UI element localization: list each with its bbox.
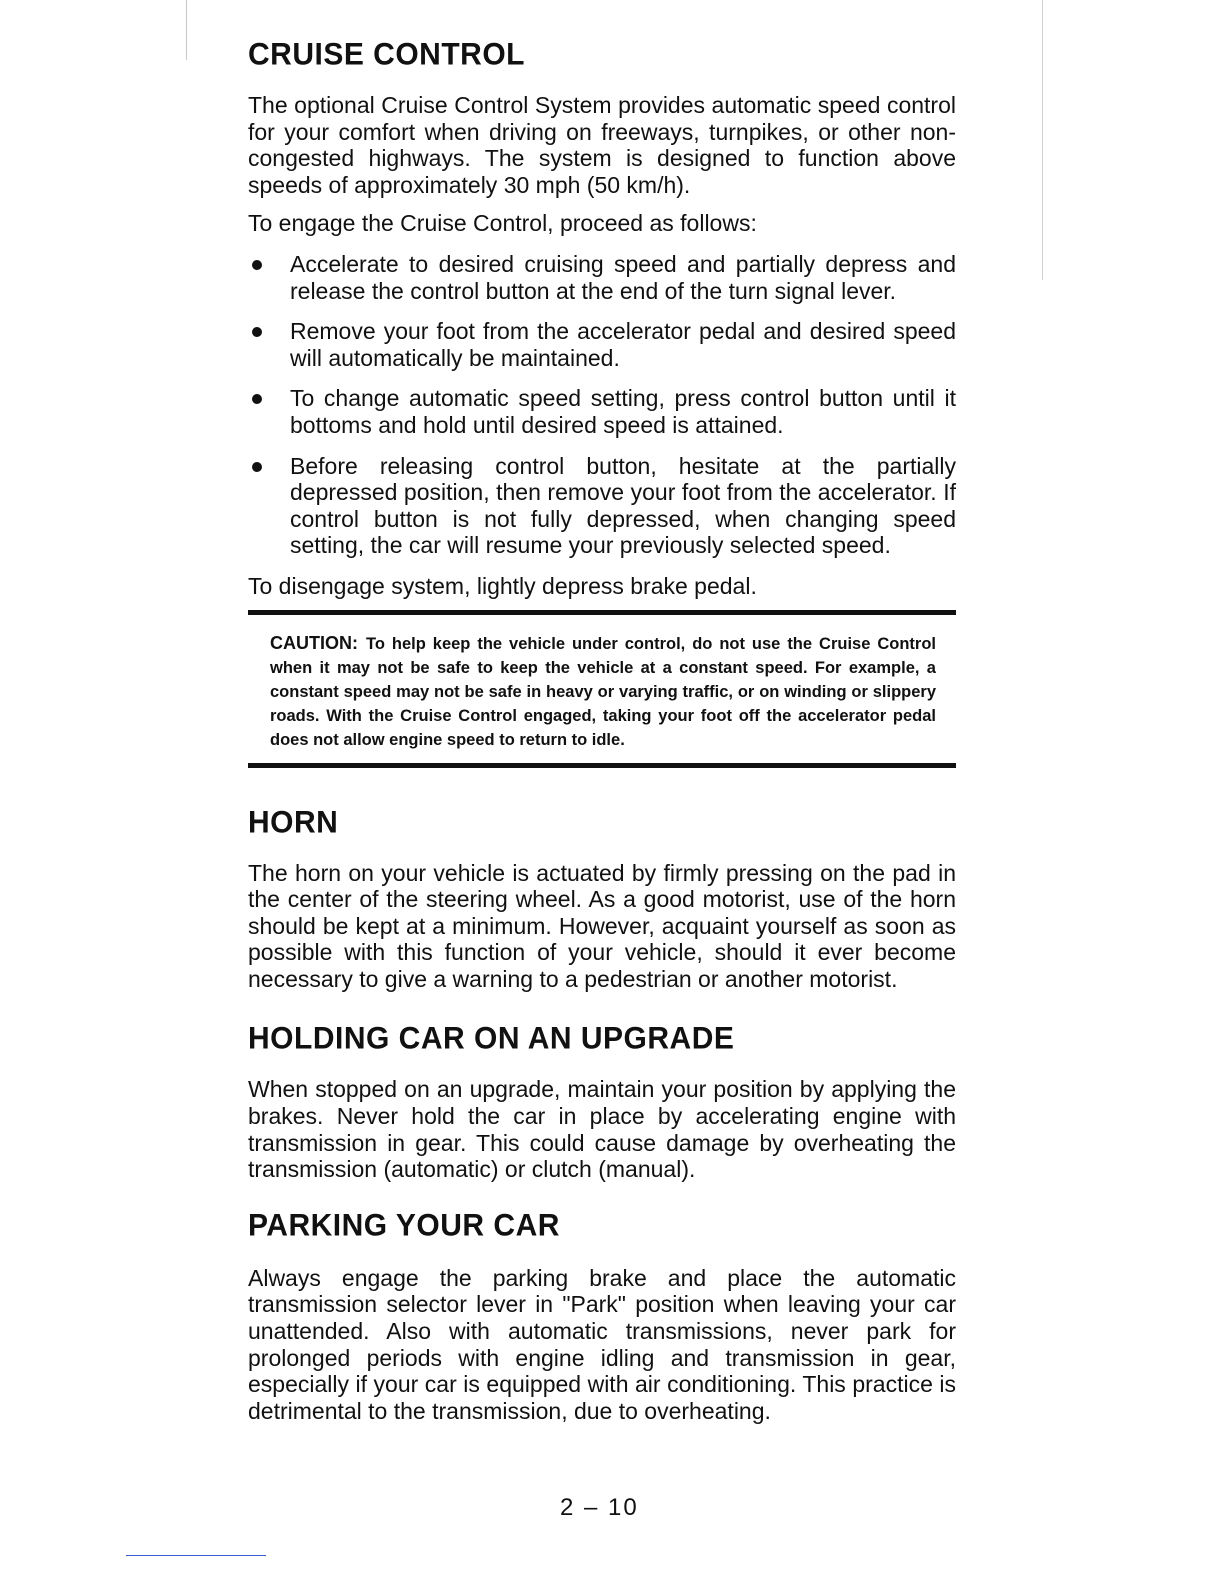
scan-corner-mark — [126, 1555, 266, 1556]
parking-body: Always engage the parking brake and place the automatic transmission selector lever in "Park" position when leaving your car unattended. Also with automatic transmissions, never park for prolonged periods with engine idling and transmission in gear, especially if your car is equipped with air conditioning. This practice is detrimental to the transmission, due to overheating. — [248, 1264, 956, 1424]
manual-page-content — [248, 30, 956, 1424]
list-item — [248, 251, 956, 304]
step-text: Accelerate to desired cruising speed and partially depress and release the control button at the end of the turn signal lever. — [290, 250, 956, 304]
step-text: Remove your foot from the accelerator pedal and desired speed will automatically be maintained. — [290, 318, 956, 371]
caution-label: CAUTION: — [270, 632, 358, 653]
parking-heading: PARKING YOUR CAR — [248, 1207, 560, 1243]
caution-bottom-rule — [248, 763, 956, 768]
list-item — [248, 318, 956, 371]
step-text: Before releasing control button, hesitate at the partially depressed position, then remove your foot from the accelerator. If control button is not fully depressed, when changing speed setting, the car will resume your previously selected speed. — [290, 452, 956, 559]
bullet-icon — [252, 462, 262, 472]
list-item — [248, 385, 956, 438]
page-number: 2 – 10 — [560, 1494, 639, 1521]
bullet-icon — [252, 394, 262, 404]
caution-box — [248, 615, 956, 763]
caution-text: To help keep the vehicle under control, do not use the Cruise Control when it may not be safe to keep the vehicle at a constant speed. For example, a constant speed may not be safe in heavy or varying traffic, or on winding or slippery roads. With the Cruise Control engaged, taking your foot off the accelerator pedal does not allow engine speed to return to idle. — [270, 634, 936, 750]
cruise-control-intro: The optional Cruise Control System provides automatic speed control for your comfort when driving on freeways, turnpikes, or other non-congested highways. The system is designed to function above speeds of approximately 30 mph (50 km/h). — [248, 92, 956, 198]
disengage-instruction: To disengage system, lightly depress brake pedal. — [248, 572, 757, 599]
upgrade-heading: HOLDING CAR ON AN UPGRADE — [248, 1021, 735, 1057]
horn-heading: HORN — [248, 804, 339, 840]
bullet-icon — [252, 327, 262, 337]
cruise-control-steps — [248, 251, 956, 559]
bullet-icon — [252, 260, 262, 270]
list-item — [248, 453, 956, 559]
step-text: To change automatic speed setting, press control button until it bottoms and hold until desired speed is attained. — [290, 385, 956, 438]
page-edge-left — [186, 0, 187, 60]
cruise-control-heading: CRUISE CONTROL — [248, 37, 525, 72]
horn-body: The horn on your vehicle is actuated by firmly pressing on the pad in the center of the steering wheel. As a good motorist, use of the horn should be kept at a minimum. However, acquaint yourself as soon as possible with this function of your vehicle, should it ever become necessary to give a warning to a pedestrian or another motorist. — [248, 859, 956, 992]
cruise-control-lead: To engage the Cruise Control, proceed as follows: — [248, 210, 757, 237]
upgrade-body: When stopped on an upgrade, maintain your position by applying the brakes. Never hold the car in place by accelerating engine with transmission in gear. This could cause damage by overheating the transmission (automatic) or clutch (manual). — [248, 1076, 956, 1183]
page-edge-right — [1042, 0, 1043, 280]
